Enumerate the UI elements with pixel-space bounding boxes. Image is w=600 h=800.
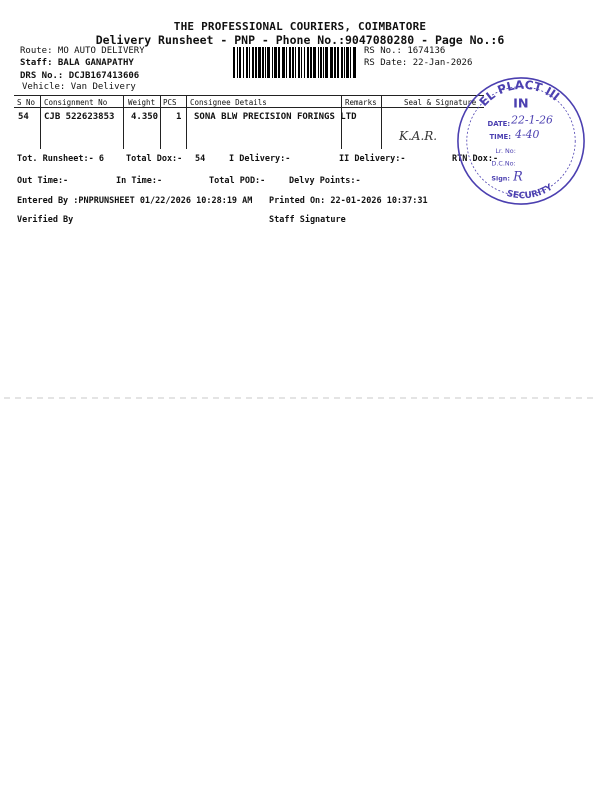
table-header-rule — [14, 107, 484, 108]
company-title: THE PROFESSIONAL COURIERS, COIMBATORE — [173, 20, 427, 33]
stamp-time-label: TIME: — [489, 133, 512, 142]
column-divider — [381, 96, 382, 149]
stamp-time-value: 4-40 — [515, 128, 540, 142]
stamp-bottom-text: SECURITY — [505, 182, 555, 202]
column-divider — [186, 96, 187, 149]
stamp-mark: IN — [513, 96, 529, 112]
tot-runsheet: Tot. Runsheet:- 6 — [17, 154, 104, 164]
drs-number: DRS No.: DCJB167413606 — [20, 71, 140, 81]
delvy-points: Delvy Points:- — [289, 176, 361, 186]
column-header-remarks: Remarks — [345, 98, 377, 107]
column-header-pcs: PCS — [163, 98, 177, 107]
ii-delivery: II Delivery:- — [339, 154, 406, 164]
runsheet-subtitle: Delivery Runsheet - PNP - Phone No.:9047080280 - Page No.:6 — [95, 33, 505, 47]
column-header-seal-signature: Seal & Signature — [404, 98, 477, 107]
table-row-consignee: SONA BLW PRECISION FORINGS LTD — [194, 112, 357, 122]
in-time: In Time:- — [116, 176, 163, 186]
table-row-consignment: CJB 522623853 — [44, 112, 115, 122]
table-row-pcs: 1 — [176, 112, 182, 122]
rs-number: RS No.: 1674136 — [364, 46, 446, 56]
stamp-top-text: EL PLACT III — [476, 77, 563, 109]
column-header-consignment: Consignment No — [44, 98, 108, 107]
rs-date: RS Date: 22-Jan-2026 — [364, 58, 473, 68]
table-top-rule — [14, 95, 484, 96]
column-divider — [341, 96, 342, 149]
total-dox-label: Total Dox:- — [126, 154, 183, 164]
column-header-weight: Weight — [128, 98, 156, 107]
column-divider — [123, 96, 124, 149]
i-delivery: I Delivery:- — [229, 154, 291, 164]
handwritten-note — [397, 124, 459, 146]
column-divider — [160, 96, 161, 149]
barcode-gap — [356, 47, 358, 78]
column-header-sno: S No — [17, 98, 36, 107]
printed-on: Printed On: 22-01-2026 10:37:31 — [269, 196, 428, 206]
column-header-consignee: Consignee Details — [190, 98, 267, 107]
stamp-date-label: DATE: — [487, 120, 511, 129]
rtn-dox: RTN Dox:- — [452, 154, 499, 164]
vehicle-text: Vehicle: Van Delivery — [22, 82, 136, 92]
security-stamp — [452, 72, 590, 210]
stamp-lr-no: Lr. No: — [495, 146, 516, 155]
out-time: Out Time:- — [17, 176, 69, 186]
route-text: Route: MO AUTO DELIVERY — [20, 46, 145, 56]
scan-crease-line — [4, 396, 594, 400]
stamp-sign-value: R — [513, 169, 523, 185]
staff-text: Staff: BALA GANAPATHY — [20, 58, 134, 68]
handwritten-note-text: K.A.R. — [399, 129, 438, 143]
barcode-image — [233, 47, 360, 78]
stamp-date-value: 22-1-26 — [511, 113, 553, 127]
stamp-sign-label: Sign: — [491, 174, 510, 183]
table-row-weight: 4.350 — [131, 112, 159, 122]
total-pod: Total POD:- — [209, 176, 266, 186]
column-divider — [40, 96, 41, 149]
table-row-sno: 54 — [18, 112, 29, 122]
verified-by: Verified By — [17, 215, 74, 225]
stamp-dc-no: D.C.No: — [491, 159, 516, 168]
entered-by: Entered By :PNPRUNSHEET 01/22/2026 10:28:19 AM — [17, 196, 253, 206]
staff-signature: Staff Signature — [269, 215, 346, 225]
total-dox-value: 54 — [195, 154, 206, 164]
